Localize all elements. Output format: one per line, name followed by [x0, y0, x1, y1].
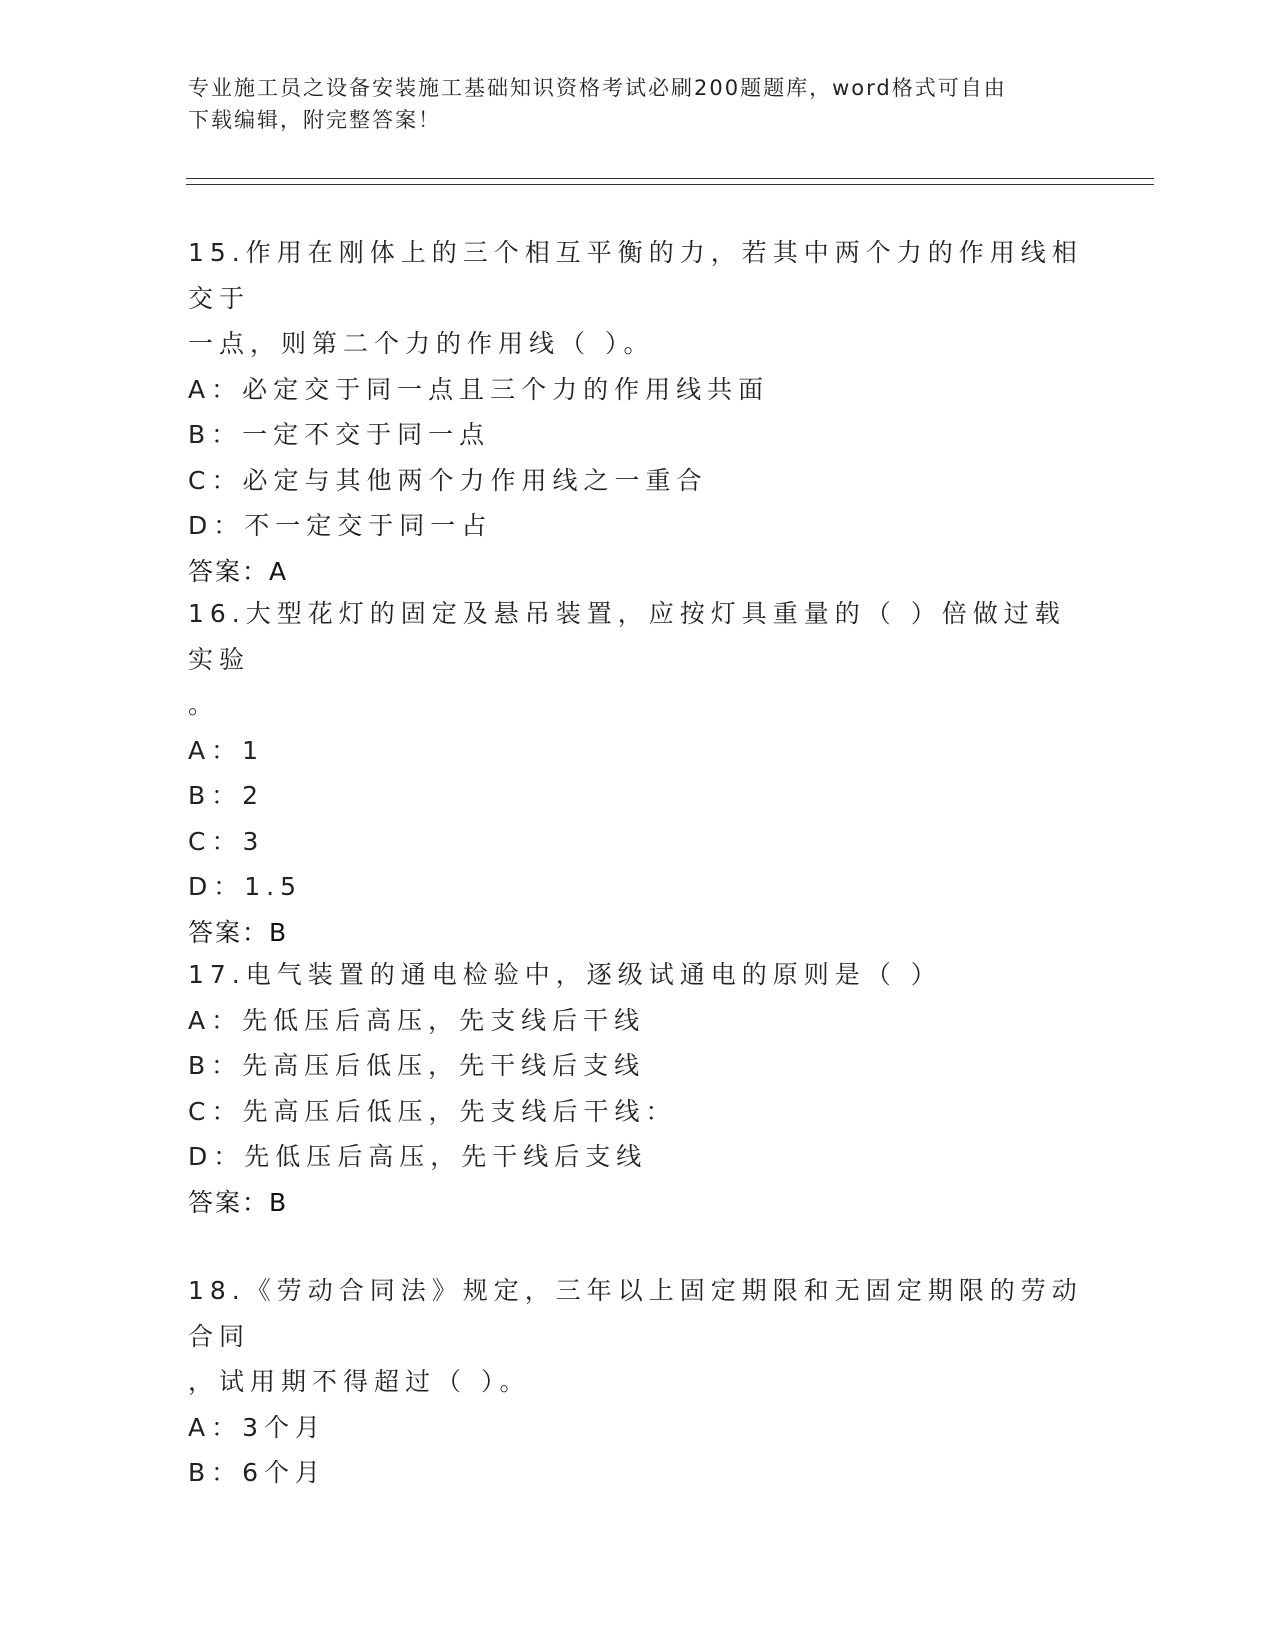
option-c: C：先高压后低压，先支线后干线：: [188, 1096, 677, 1126]
option-c: C：3: [188, 826, 265, 856]
option-a: A：1: [188, 735, 265, 765]
answer-label: 答案：B: [188, 1187, 289, 1217]
option-b: B：一定不交于同一点: [188, 420, 491, 449]
option-b: B：2: [188, 781, 265, 810]
question-text-line: 18.《劳动合同法》规定，三年以上固定期限和无固定期限的劳动合同: [188, 1276, 1083, 1351]
question-text-line: ，试用期不得超过（ ）。: [188, 1367, 531, 1396]
answer-label: 答案：B: [188, 917, 289, 947]
question-16: [188, 591, 1088, 955]
header-line-2: 下载编辑，附完整答案！: [188, 108, 441, 132]
option-d: D：不一定交于同一占: [188, 511, 493, 540]
header-line-1: 专业施工员之设备安装施工基础知识资格考试必刷200题题库，word格式可自由: [188, 76, 1007, 100]
option-b: B：先高压后低压，先干线后支线: [188, 1051, 646, 1080]
option-d: D：先低压后高压，先干线后支线: [188, 1142, 648, 1171]
question-text-line: 16.大型花灯的固定及悬吊装置，应按灯具重量的（ ）倍做过载实验: [188, 599, 1066, 674]
option-a: A：必定交于同一点且三个力的作用线共面: [188, 374, 770, 404]
answer-label: 答案：A: [188, 556, 289, 586]
option-d: D：1.5: [188, 872, 303, 901]
question-17: [188, 952, 1088, 1225]
document-header: [188, 72, 1088, 136]
option-c: C：必定与其他两个力作用线之一重合: [188, 465, 708, 495]
question-18: [188, 1268, 1088, 1496]
option-a: A：3个月: [188, 1412, 327, 1442]
question-15: [188, 230, 1088, 594]
question-text-line: 。: [188, 690, 220, 719]
option-a: A：先低压后高压，先支线后干线: [188, 1005, 646, 1035]
question-text-line: 17.电气装置的通电检验中，逐级试通电的原则是（ ）: [188, 960, 942, 989]
option-b: B：6个月: [188, 1458, 327, 1487]
question-text-line: 15.作用在刚体上的三个相互平衡的力，若其中两个力的作用线相交于: [188, 238, 1083, 313]
header-divider: [186, 178, 1154, 185]
question-text-line: 一点，则第二个力的作用线（ ）。: [188, 329, 655, 358]
